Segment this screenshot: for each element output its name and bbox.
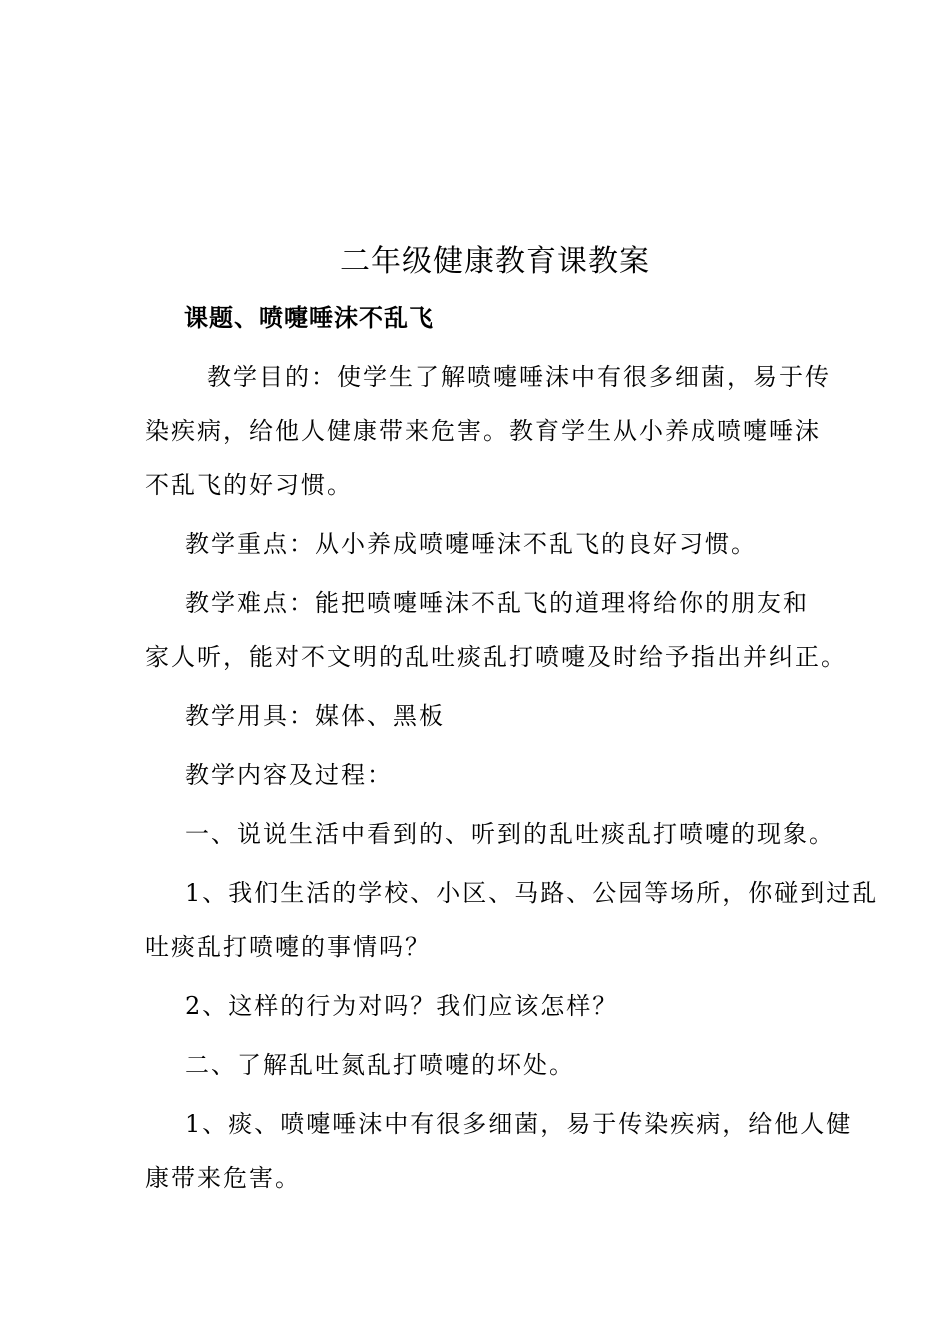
section-one-item-1 xyxy=(145,866,879,974)
paragraph-key-point xyxy=(145,517,825,571)
paragraph-line: 吐痰乱打喷嚏的事情吗？ xyxy=(145,933,431,961)
paragraph-difficulty xyxy=(145,576,847,684)
paragraph-line: 2、这样的行为对吗？我们应该怎样？ xyxy=(185,992,619,1020)
paragraph-line: 教学内容及过程： xyxy=(185,761,393,789)
document-title: 二年级健康教育课教案 xyxy=(340,244,650,279)
paragraph-line: 教学重点：从小养成喷嚏唾沫不乱飞的良好习惯。 xyxy=(185,530,757,558)
paragraph-line: 家人听，能对不文明的乱吐痰乱打喷嚏及时给予指出并纠正。 xyxy=(145,643,847,671)
paragraph-line: 教学难点：能把喷嚏唾沫不乱飞的道理将给你的朋友和 xyxy=(185,589,809,617)
paragraph-line: 不乱飞的好习惯。 xyxy=(145,471,353,499)
section-two-heading xyxy=(145,1038,825,1092)
paragraph-line: 染疾病，给他人健康带来危害。教育学生从小养成喷嚏唾沫 xyxy=(145,417,821,445)
paragraph-line: 一、说说生活中看到的、听到的乱吐痰乱打喷嚏的现象。 xyxy=(185,820,835,848)
paragraph-tools xyxy=(145,689,825,743)
paragraph-line: 教学目的：使学生了解喷嚏唾沫中有很多细菌，易于传 xyxy=(207,363,831,391)
lesson-topic: 课题、喷嚏唾沫不乱飞 xyxy=(184,304,434,332)
section-one-item-2 xyxy=(145,979,825,1033)
paragraph-objective xyxy=(145,350,831,512)
paragraph-line: 康带来危害。 xyxy=(145,1164,301,1192)
section-one-heading xyxy=(145,807,835,861)
document-body xyxy=(145,350,879,1210)
section-two-item-1 xyxy=(145,1097,853,1205)
paragraph-line: 二、了解乱吐氮乱打喷嚏的坏处。 xyxy=(185,1051,575,1079)
paragraph-line: 1、我们生活的学校、小区、马路、公园等场所，你碰到过乱 xyxy=(185,879,879,907)
paragraph-line: 教学用具：媒体、黑板 xyxy=(185,702,445,730)
paragraph-line: 1、痰、喷嚏唾沫中有很多细菌，易于传染疾病，给他人健 xyxy=(185,1110,853,1138)
paragraph-process-heading xyxy=(145,748,825,802)
